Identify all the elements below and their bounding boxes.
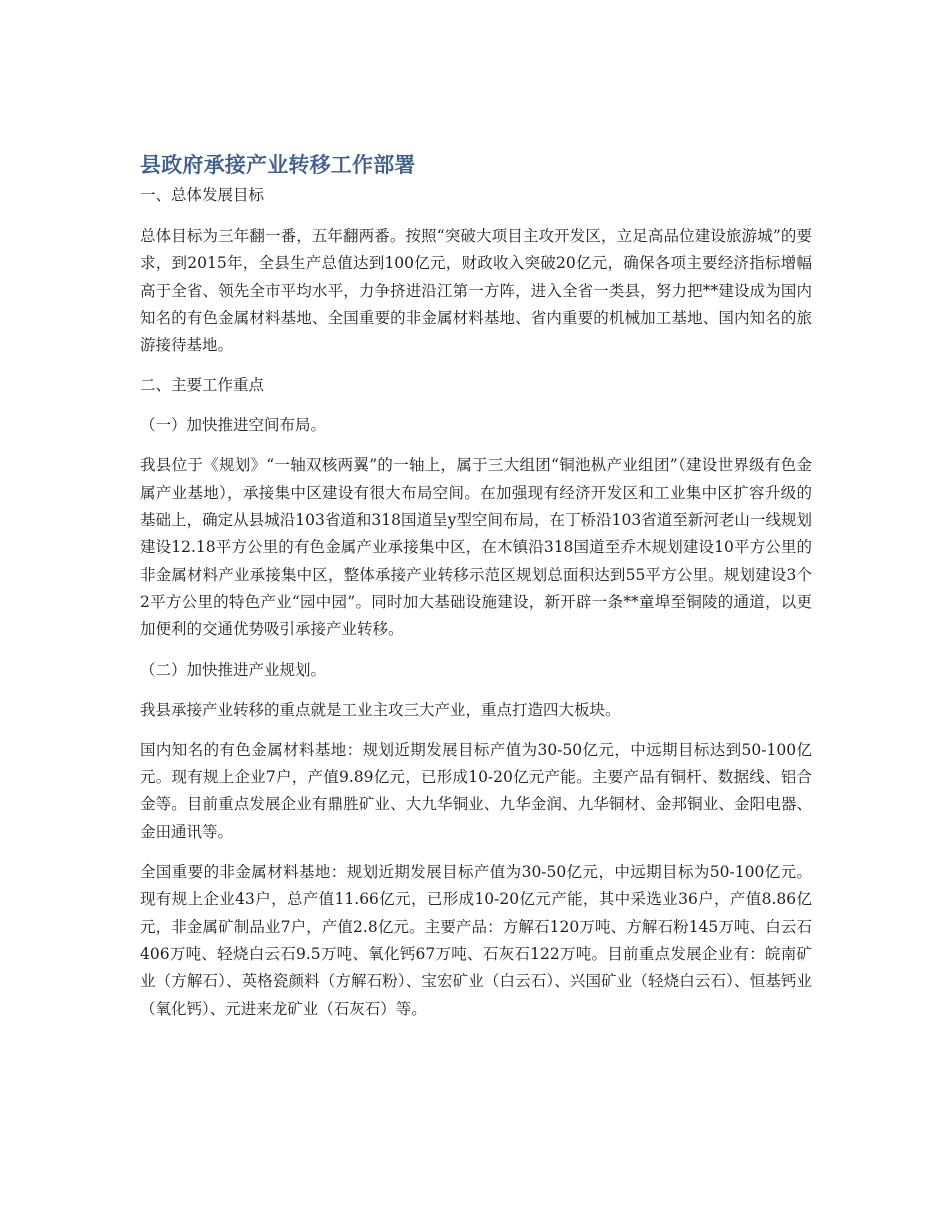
paragraph-nonmetal-base: 全国重要的非金属材料基地：规划近期发展目标产值为30-50亿元，中远期目标为50-100亿元。现有规上企业43户，总产值11.66亿元，已形成10-20亿元产能，其中采选业36户，产值8.86亿元，非金属矿制品业7户，产值2.8亿元。主要产品：方解石120万吨、方解石粉145万吨、白云石406万吨、轻烧白云石9.5万吨、氧化钙67万吨、石灰石122万吨。目前重点发展企业有：皖南矿业（方解石）、英格瓷颜料（方解石粉）、宝宏矿业（白云石）、兴国矿业（轻烧白云石）、恒基钙业（氧化钙）、元进来龙矿业（石灰石）等。 — [140, 863, 812, 1018]
document-page — [140, 148, 812, 1023]
subsection-heading-spatial-layout: （一）加快推进空间布局。 — [140, 416, 327, 435]
paragraph-nonferrous-base: 国内知名的有色金属材料基地：规划近期发展目标产值为30-50亿元，中远期目标达到50-100亿元。现有规上企业7户，产值9.89亿元，已形成10-20亿元产能。主要产品有铜杆、数据线、铝合金等。目前重点发展企业有鼎胜矿业、大九华铜业、九华金润、九华铜材、金邦铜业、金阳电器、金田通讯等。 — [140, 740, 812, 841]
paragraph-industry-focus: 我县承接产业转移的重点就是工业主攻三大产业，重点打造四大板块。 — [140, 700, 621, 719]
section-heading-overall-goals: 一、总体发展目标 — [140, 186, 265, 204]
document-title: 县政府承接产业转移工作部署 — [140, 153, 416, 177]
paragraph-spatial-layout: 我县位于《规划》“一轴双核两翼”的一轴上，属于三大组团“铜池枞产业组团”（建设世界级有色金属产业基地），承接集中区建设有很大布局空间。在加强现有经济开发区和工业集中区扩容升级的基础上，确定从县城沿103省道和318国道呈y型空间布局，在丁桥沿103省道至新河老山一线规划建设12.18平方公里的有色金属产业承接集中区，在木镇沿318国道至乔木规划建设10平方公里的非金属材料产业承接集中区，整体承接产业转移示范区规划总面积达到55平方公里。规划建设3个2平方公里的特色产业“园中园”。同时加大基础设施建设，新开辟一条**童埠至铜陵的通道，以更加便利的交通优势吸引承接产业转移。 — [140, 456, 812, 639]
subsection-heading-industry-planning: （二）加快推进产业规划。 — [140, 660, 327, 679]
section-heading-key-tasks: 二、主要工作重点 — [140, 376, 265, 395]
paragraph-overall-goals: 总体目标为三年翻一番，五年翻两番。按照“突破大项目主攻开发区，立足高品位建设旅游城”的要求，到2015年，全县生产总值达到100亿元，财政收入突破20亿元，确保各项主要经济指标增幅高于全省、领先全市平均水平，力争挤进沿江第一方阵，进入全省一类县，努力把**建设成为国内知名的有色金属材料基地、全国重要的非金属材料基地、省内重要的机械加工基地、国内知名的旅游接待基地。 — [140, 227, 812, 355]
